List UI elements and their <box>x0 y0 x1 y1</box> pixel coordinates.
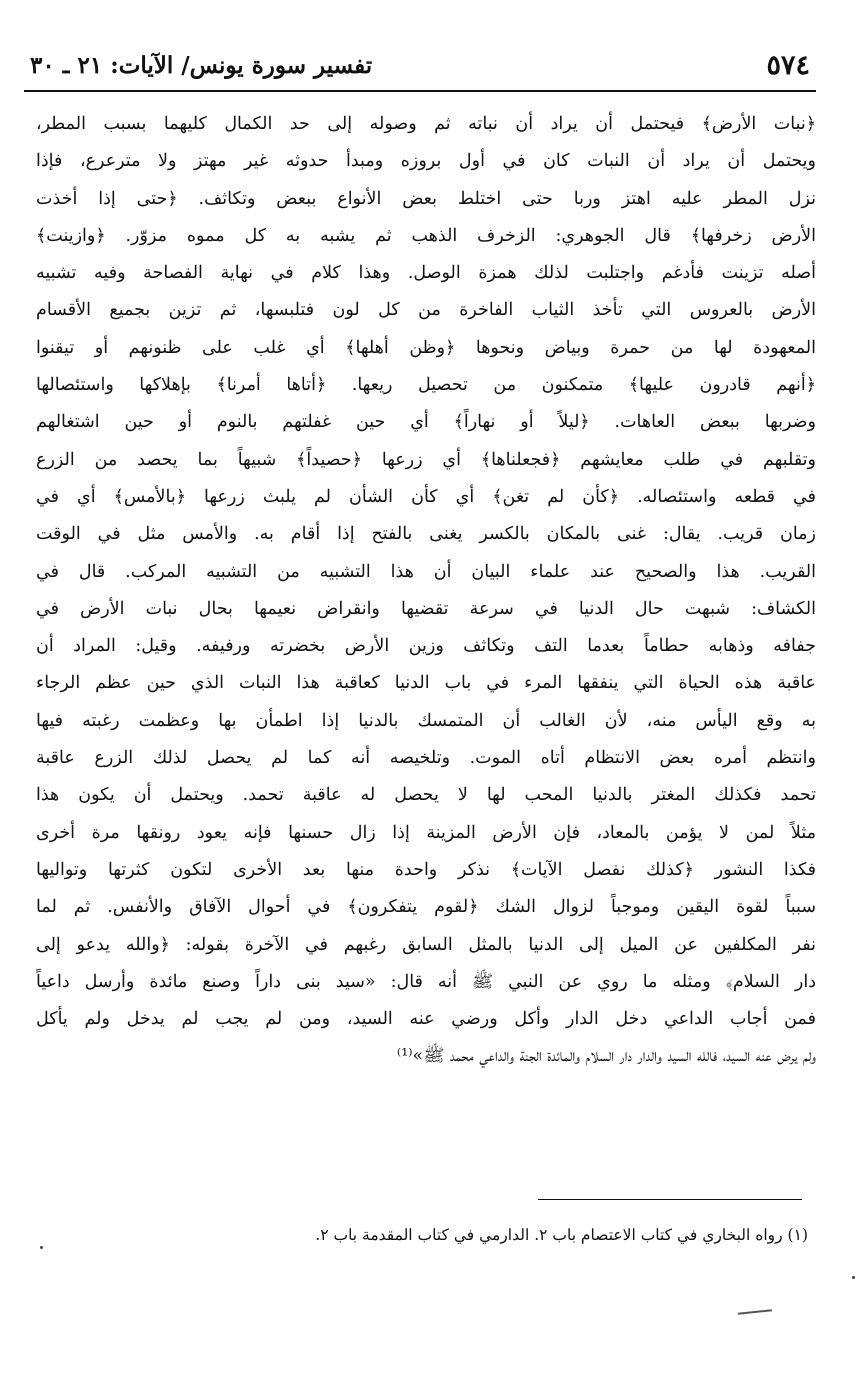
body-line: دار السلام﴾ ومثله ما روي عن النبي ﷺ أنه قال: «سيد بنى داراً وصنع مائدة وأرسل داعياً <box>36 971 816 992</box>
body-line: ﴿نبات الأرض﴾ فيحتمل أن يراد أن نباته ثم وصوله إلى حد الكمال كليهما بسبب المطر، <box>36 114 816 134</box>
footnote-divider <box>538 1199 802 1200</box>
body-line: وضربها ببعض العاهات. ﴿ليلاً أو نهاراً﴾ أي حين غفلتهم بالنوم أو حين اشتغالهم <box>36 412 816 433</box>
body-line: تحمد فكذلك المغتر بالدنيا المحب لها لا يحصل له عاقبة تحمد. ويحتمل أن يكون هذا <box>36 785 816 806</box>
body-line: ويحتمل أن يراد أن النبات كان في أول بروزه ومبدأ حدوثه غير مهتز ولا مترعرع، فإذا <box>36 151 816 172</box>
body-line: ولم يرض عنه السيد، فالله السيد والدار دار السلام والمائدة الجنة والداعي محمد ﷺ»⁽¹⁾ <box>396 1046 816 1067</box>
body-line: زمان قريب. يقال: غنى بالمكان بالكسر يغنى بالفتح إذا أقام به. والأمس مثل في الوقت <box>36 524 816 545</box>
body-line: المعهودة لها من حمرة وبياض ونحوها ﴿وظن أهلها﴾ أي غلب على ظنونهم أو تيقنوا <box>36 337 816 358</box>
body-line: عاقبة هذه الحياة التي ينفقها المرء في باب الدنيا كعاقبة هذا النبات الذي حين عظم الرجاء <box>36 673 816 694</box>
body-line: جفافه وذهابه حطاماً بعدما التف وتكاثف وزين الأرض بخضرته ورفيفه. وقيل: المراد أن <box>36 636 816 657</box>
body-line: الأرض بالعروس التي تأخذ الثياب الفاخرة من كل لون فتلبسها، ثم تزين بجميع الأقسام <box>36 300 816 321</box>
body-line: به وقع اليأس منه، لأن الغالب أن المتمسك بالدنيا إذا اطمأن بها وعظمت رغبته فيها <box>36 710 816 731</box>
commentary-body <box>36 106 816 1076</box>
scan-mark <box>738 1309 772 1315</box>
body-line: مثلاً لمن لا يؤمن بالمعاد، فإن الأرض المزينة إذا زال حسنها فإنه يعود رونقها مرة أخرى <box>36 822 816 843</box>
footnote: (١) رواه البخاري في كتاب الاعتصام باب ٢. الدارمي في كتاب المقدمة باب ٢. <box>315 1226 808 1244</box>
body-line: أصله تزينت فأدغم واجتلبت لذلك همزة الوصل. وهذا كلام في نهاية الفصاحة وفيه تشبيه <box>36 263 816 284</box>
body-line: فمن أجاب الداعي دخل الدار وأكل ورضي عنه السيد، ومن لم يجب لم يدخل ولم يأكل <box>36 1009 816 1030</box>
running-title: تفسير سورة يونس/ الآيات: ٢١ ـ ٣٠ <box>30 52 373 79</box>
body-line: نفر المكلفين عن الميل إلى الدنيا بالمثل السابق رغبهم في الآخرة بقوله: ﴿والله يدعو إلى <box>36 934 816 955</box>
page-number: ٥٧٤ <box>766 50 810 81</box>
body-line: في قطعه واستئصاله. ﴿كأن لم تغن﴾ أي كأن الشأن لم يلبث زرعها ﴿بالأمس﴾ أي في <box>36 486 816 507</box>
body-line: ﴿أنهم قادرون عليها﴾ متمكنون من تحصيل ريعها. ﴿أتاها أمرنا﴾ بإهلاكها واستئصالها <box>36 375 816 396</box>
body-line: فكذا النشور ﴿كذلك نفصل الآيات﴾ نذكر واحدة منها بعد الأخرى لتكون كثرتها وتواليها <box>36 859 816 880</box>
scan-speck <box>40 1246 43 1249</box>
body-line: الأرض زخرفها﴾ قال الجوهري: الزخرف الذهب ثم يشبه به كل مموه مزوّر. ﴿وازينت﴾ <box>36 225 816 246</box>
body-line: وانتظم أمره بعض الانتظام أتاه الموت. وتلخيصه أنه كما لم يحصل لذلك الزرع عاقبة <box>36 748 816 769</box>
scan-speck <box>852 1276 855 1279</box>
body-line: وتقلبهم في طلب معايشهم ﴿فجعلناها﴾ أي زرعها ﴿حصيداً﴾ شبيهاً بما يحصد من الزرع <box>36 449 816 470</box>
body-line: الكشاف: شبهت حال الدنيا في سرعة تقضيها وانقراض نعيمها بحال نبات الأرض في <box>36 598 816 619</box>
body-line: نزل المطر عليه اهتز وربا حتى اختلط بعض الأنواع ببعض وتكاثف. ﴿حتى إذا أخذت <box>36 188 816 209</box>
page-header <box>24 44 816 92</box>
body-line: القريب. هذا والصحيح عند علماء البيان أن هذا التشبيه من التشبيه المركب. قال في <box>36 561 816 582</box>
body-line: سبباً لقوة اليقين وموجباً لزوال الشك ﴿لقوم يتفكرون﴾ في أحوال الآفاق والأنفس. ثم لما <box>36 897 816 918</box>
